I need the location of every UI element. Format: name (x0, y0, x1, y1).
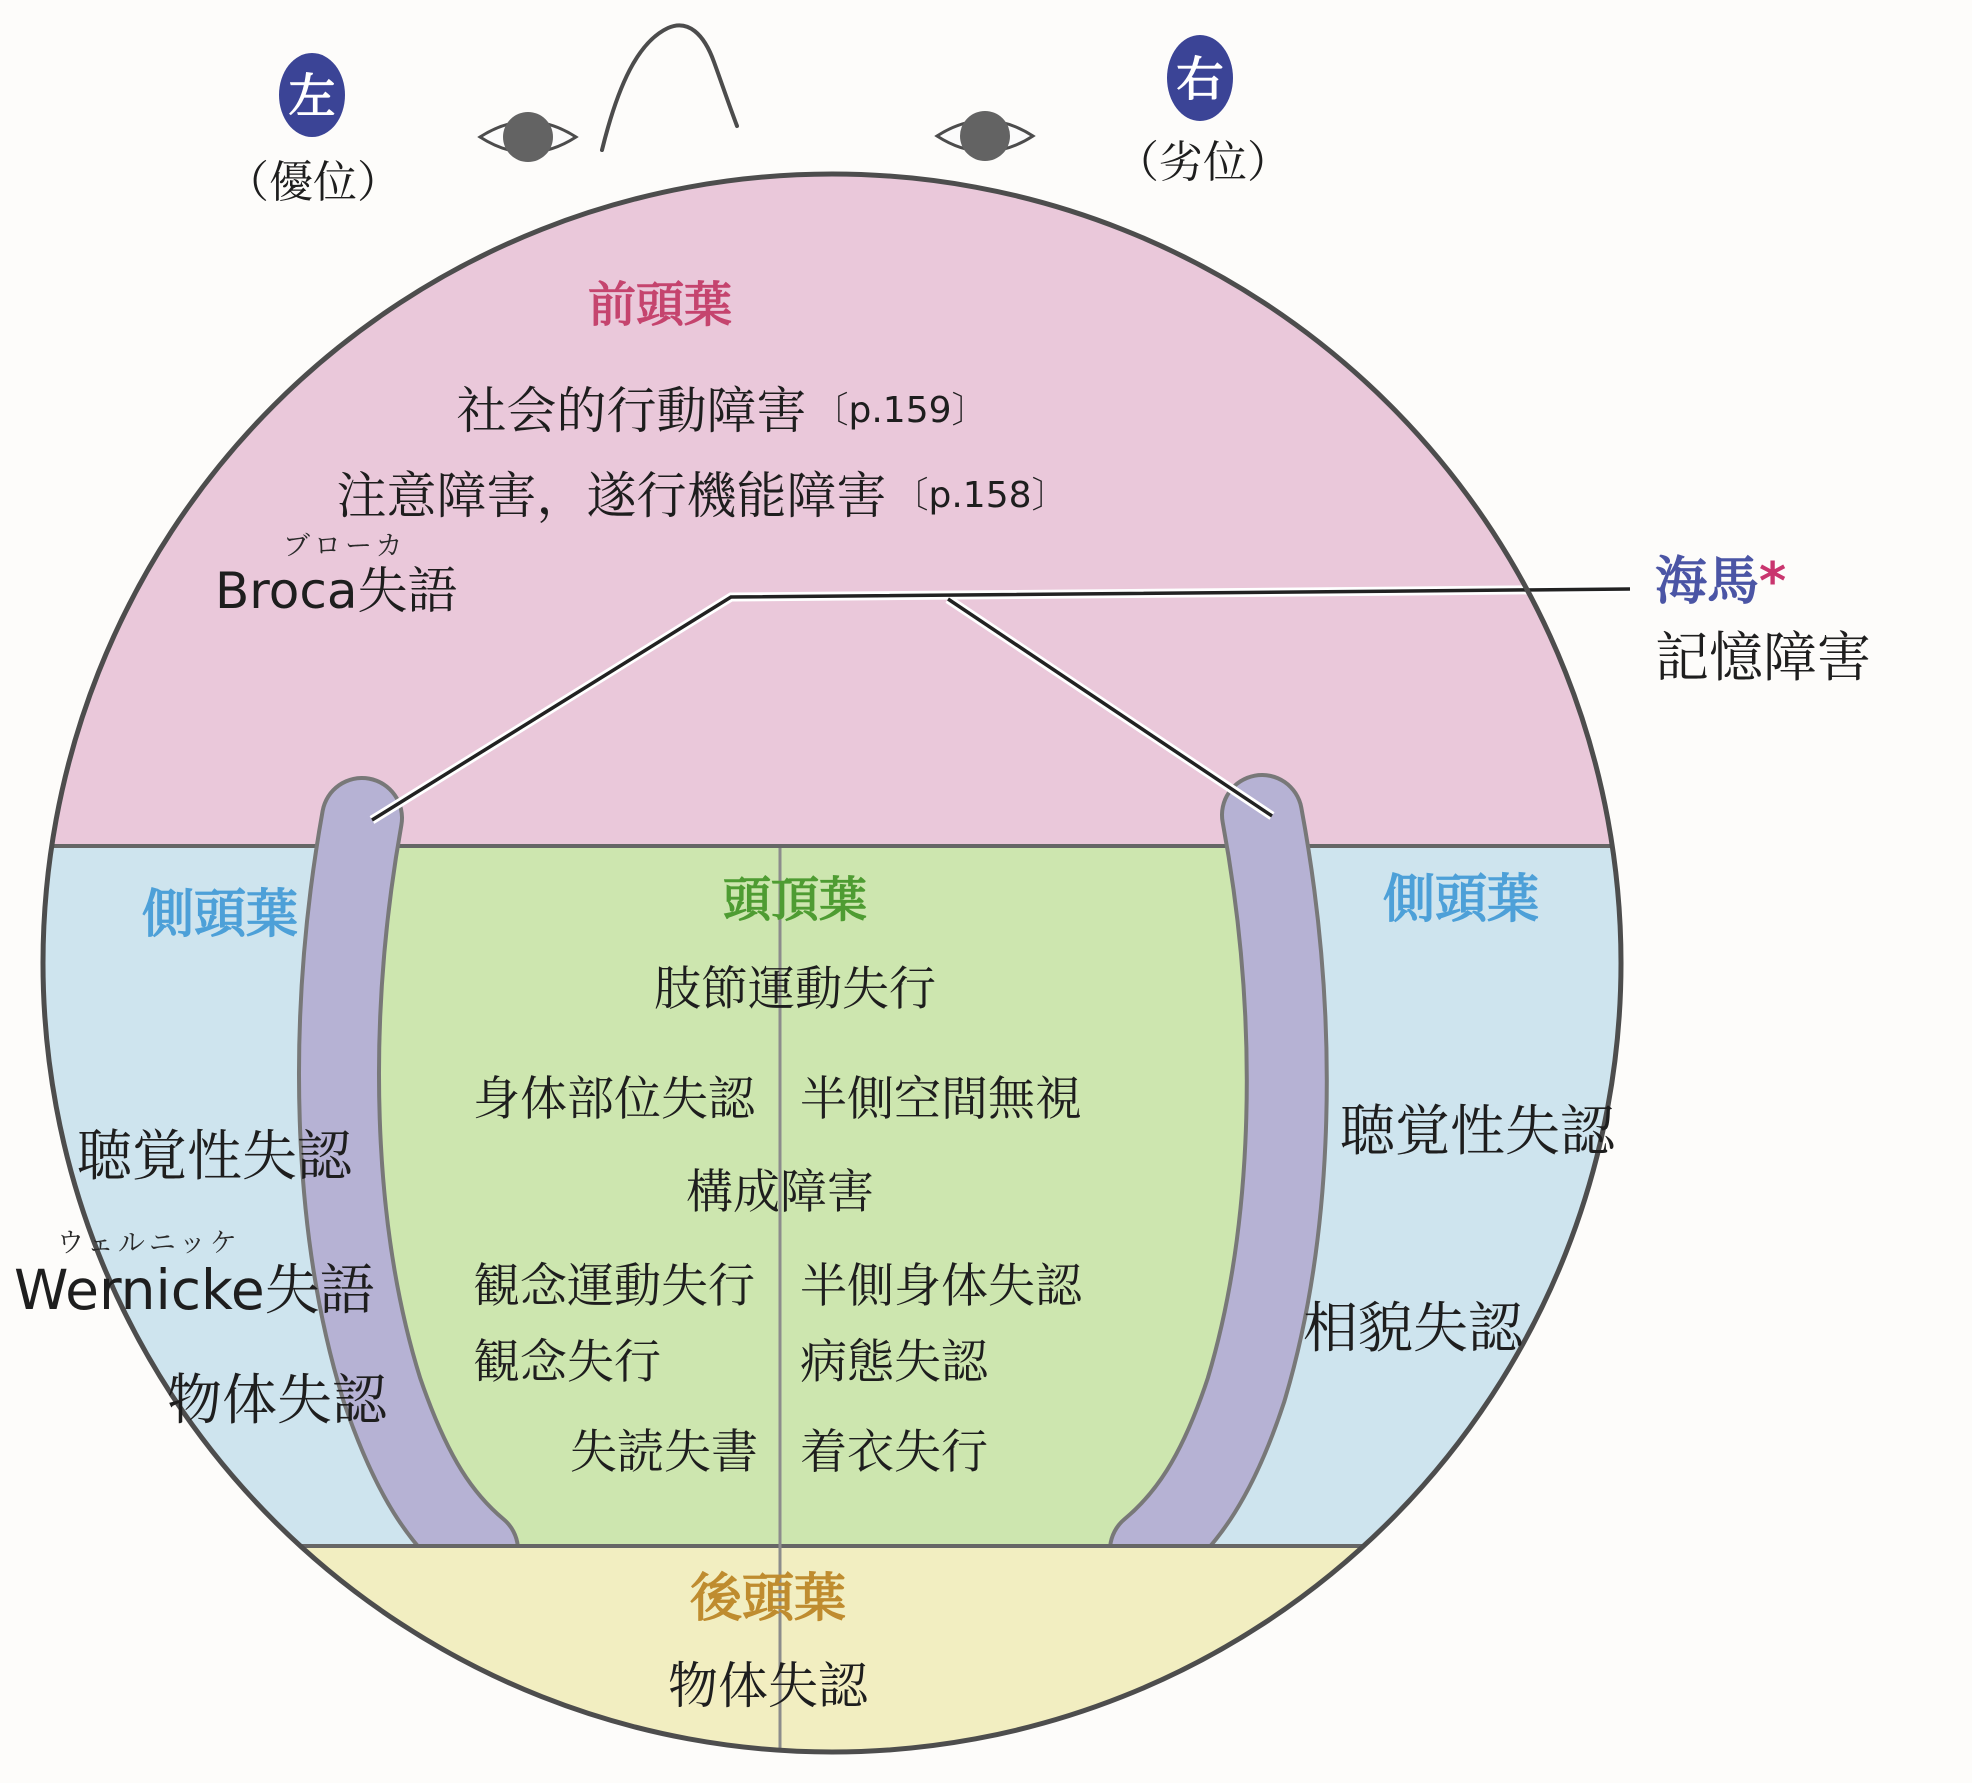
frontal-symptom-2-pageref: 〔p.158〕 (892, 475, 1068, 517)
parietal-symptom-right-3: 病態失認 (800, 1335, 988, 1390)
parietal-symptom-left-1: 身体部位失認 (473, 1072, 755, 1127)
parietal-symptom-right-4: 着衣失行 (800, 1425, 988, 1480)
temporal-right-symptom-1: 聴覚性失認 (1340, 1099, 1616, 1163)
hippocampus-deficit: 記憶障害 (1655, 626, 1871, 689)
frontal-symptom-line2 (336, 467, 1068, 525)
wernicke-ruby: ウェルニッケ (57, 1228, 241, 1259)
broca-aphasia-label: Broca失語 (215, 562, 458, 620)
hippocampus-label (1655, 552, 1787, 612)
nose-icon (602, 25, 737, 150)
parietal-symptom-left-2: 観念運動失行 (473, 1259, 755, 1314)
frontal-symptom-1-pageref: 〔p.159〕 (812, 390, 988, 432)
parietal-symptom-center-1: 肢節運動失行 (654, 962, 936, 1017)
frontal-symptom-2: 注意障害，遂行機能障害 (336, 467, 887, 525)
parietal-symptom-left-4: 失読失書 (570, 1425, 758, 1480)
temporal-lobe-right-label: 側頭葉 (1383, 870, 1540, 930)
wernicke-aphasia-label: Wernicke失語 (14, 1258, 375, 1322)
occipital-lobe-label: 後頭葉 (689, 1569, 847, 1629)
temporal-left-symptom-3: 物体失認 (167, 1368, 388, 1432)
right-badge-label: 右 (1176, 52, 1224, 108)
left-orientation-sublabel: （優位） (225, 157, 401, 208)
temporal-lobe-left-label: 側頭葉 (142, 885, 299, 945)
parietal-symptom-center-2: 構成障害 (686, 1165, 874, 1220)
right-orientation-sublabel: （劣位） (1115, 137, 1291, 188)
parietal-lobe-label: 頭頂葉 (722, 872, 868, 928)
left-badge-label: 左 (288, 69, 336, 125)
frontal-lobe-label: 前頭葉 (587, 277, 733, 333)
occipital-symptom-1: 物体失認 (668, 1657, 868, 1715)
hippocampus-asterisk: * (1759, 552, 1787, 612)
temporal-left-symptom-1: 聴覚性失認 (77, 1124, 353, 1188)
hippocampus-name: 海馬 (1655, 552, 1760, 612)
left-eye-icon (480, 112, 576, 162)
frontal-symptom-1: 社会的行動障害 (456, 382, 807, 440)
right-eye-icon (937, 111, 1033, 161)
parietal-symptom-right-2: 半側身体失認 (800, 1259, 1082, 1314)
broca-ruby: ブローカ (283, 531, 407, 562)
temporal-right-symptom-2: 相貌失認 (1303, 1296, 1524, 1360)
parietal-symptom-right-1: 半側空間無視 (800, 1072, 1082, 1127)
occipital-region (0, 1546, 1972, 1783)
frontal-symptom-line1 (456, 382, 988, 440)
parietal-symptom-left-3: 観念失行 (473, 1335, 661, 1390)
